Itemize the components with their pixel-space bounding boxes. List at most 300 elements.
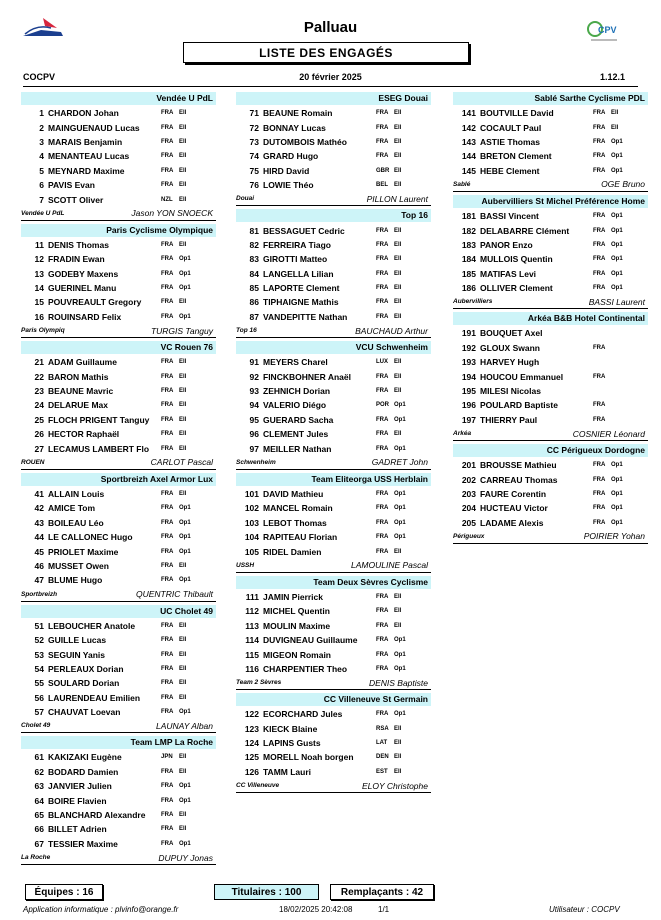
rider-nationality: FRA	[161, 637, 174, 644]
rider-row	[236, 647, 431, 661]
team-footer	[21, 456, 216, 470]
rider-name: SCOTT Oliver	[48, 194, 104, 205]
rider-name: GUILLE Lucas	[48, 635, 107, 646]
rider-number: 64	[34, 795, 44, 806]
rider-name: JANVIER Julien	[48, 781, 112, 792]
rider-list	[236, 105, 431, 192]
column-right	[453, 92, 648, 547]
rider-category: Op1	[611, 256, 623, 263]
rider-category: Ell	[179, 299, 187, 306]
rider-number: 16	[34, 311, 44, 322]
rider-name: ADAM Guillaume	[48, 357, 117, 368]
rider-number: 43	[34, 517, 44, 528]
team-short-name: Douai	[236, 195, 255, 203]
rider-row	[21, 106, 216, 120]
rider-name: THIERRY Paul	[480, 414, 538, 425]
rider-nationality: FRA	[376, 665, 389, 672]
rider-number: 186	[461, 283, 476, 294]
rider-number: 26	[34, 429, 44, 440]
rider-name: RAPITEAU Florian	[263, 532, 338, 543]
rider-nationality: FRA	[376, 227, 389, 234]
rider-category: Ell	[394, 431, 402, 438]
rider-nationality: FRA	[376, 519, 389, 526]
rider-name: BOUTVILLE David	[480, 108, 554, 119]
rider-list	[236, 486, 431, 559]
rider-category: Ell	[611, 110, 619, 117]
rider-category: Op1	[394, 402, 406, 409]
team-block	[21, 92, 216, 221]
rider-nationality: FRA	[376, 313, 389, 320]
rider-name: BLANCHARD Alexandre	[48, 810, 146, 821]
rider-number: 91	[249, 357, 259, 368]
rider-row	[453, 369, 648, 383]
rider-number: 3	[39, 136, 44, 147]
rider-nationality: GBR	[376, 167, 390, 174]
rider-nationality: FRA	[161, 534, 174, 541]
rider-category: Ell	[179, 694, 187, 701]
rider-name: ZEHNICH Dorian	[263, 386, 331, 397]
starters-count: Titulaires : 100	[214, 884, 319, 900]
team-manager: OGE Bruno	[601, 179, 645, 190]
rider-row	[21, 676, 216, 690]
rider-nationality: FRA	[161, 505, 174, 512]
rider-name: HEBE Clement	[480, 165, 540, 176]
rider-row	[21, 530, 216, 544]
rider-row	[453, 355, 648, 369]
organizer: COCPV	[23, 72, 56, 82]
rider-nationality: FRA	[161, 182, 174, 189]
rider-list	[236, 589, 431, 676]
rider-name: BROUSSE Mathieu	[480, 460, 557, 471]
rider-row	[453, 238, 648, 252]
rider-nationality: FRA	[593, 462, 606, 469]
rider-list	[21, 237, 216, 324]
rider-row	[453, 413, 648, 427]
rider-nationality: FRA	[376, 241, 389, 248]
rider-row	[236, 662, 431, 676]
team-block	[236, 693, 431, 793]
rider-category: Ell	[394, 622, 402, 629]
rider-name: MENANTEAU Lucas	[48, 151, 130, 162]
rider-nationality: FRA	[376, 431, 389, 438]
rider-name: MUSSET Owen	[48, 560, 109, 571]
rider-nationality: FRA	[376, 110, 389, 117]
rider-category: Op1	[394, 416, 406, 423]
rider-row	[21, 413, 216, 427]
rider-number: 201	[461, 460, 476, 471]
rider-name: HIRD David	[263, 165, 310, 176]
team-name: Team LMP La Roche	[21, 736, 216, 749]
rider-name: MATIFAS Levi	[480, 268, 537, 279]
rider-number: 12	[34, 254, 44, 265]
rider-name: DUVIGNEAU Guillaume	[263, 635, 358, 646]
rider-row	[21, 750, 216, 764]
rider-number: 111	[245, 591, 259, 602]
rider-number: 66	[34, 824, 44, 835]
team-short-name: Paris Olympiq	[21, 327, 65, 335]
rider-row	[236, 633, 431, 647]
rider-category: Ell	[179, 241, 187, 248]
column-left	[21, 92, 216, 868]
rider-row	[453, 384, 648, 398]
rider-nationality: FRA	[376, 491, 389, 497]
rider-number: 101	[244, 489, 259, 499]
rider-category: Ell	[394, 256, 402, 263]
rider-category: Op1	[611, 167, 623, 174]
rider-name: MEYNARD Maxime	[48, 165, 125, 176]
rider-category: Ell	[179, 637, 187, 644]
rider-category: Ell	[394, 740, 402, 747]
rider-name: CHAUVAT Loevan	[48, 707, 121, 718]
rider-number: 195	[461, 386, 476, 397]
rider-name: HUCTEAU Victor	[480, 503, 548, 514]
rider-number: 75	[249, 165, 259, 176]
rider-name: DENIS Thomas	[48, 239, 109, 250]
rider-number: 95	[249, 414, 259, 425]
team-short-name: CC Villeneuve	[236, 782, 280, 790]
rider-list	[21, 354, 216, 456]
rider-number: 4	[39, 151, 44, 162]
rider-category: Ell	[179, 402, 187, 409]
rider-row	[236, 295, 431, 309]
rider-list	[21, 749, 216, 851]
team-block	[236, 92, 431, 206]
team-name: Arkéa B&B Hotel Continental	[453, 312, 648, 325]
rider-nationality: FRA	[376, 416, 389, 423]
team-footer	[21, 588, 216, 602]
team-name: Team Deux Sèvres Cyclisme	[236, 576, 431, 589]
rider-number: 197	[461, 414, 476, 425]
rider-row	[453, 252, 648, 266]
rider-number: 7	[39, 194, 44, 205]
rider-row	[21, 779, 216, 793]
rider-name: JAMIN Pierrick	[263, 591, 323, 602]
rider-name: DELABARRE Clément	[480, 225, 570, 236]
rider-number: 41	[34, 489, 44, 499]
rider-row	[236, 120, 431, 134]
rider-category: Op1	[179, 840, 191, 847]
team-footer	[236, 676, 431, 690]
rider-row	[453, 267, 648, 281]
rider-category: Op1	[394, 534, 406, 541]
rider-category: Ell	[394, 285, 402, 292]
rider-row	[236, 722, 431, 736]
team-footer	[453, 178, 648, 192]
rider-number: 185	[461, 268, 476, 279]
rider-number: 44	[34, 532, 44, 543]
rider-nationality: FRA	[161, 138, 174, 145]
rider-name: VALERIO Diégo	[263, 400, 327, 411]
team-block	[453, 195, 648, 309]
team-block	[236, 473, 431, 573]
team-footer	[453, 530, 648, 544]
rider-name: GLOUX Swann	[480, 342, 540, 353]
rider-nationality: FRA	[593, 138, 606, 145]
rider-row	[21, 441, 216, 455]
team-short-name: USSH	[236, 561, 255, 569]
team-block	[21, 341, 216, 470]
event-date: 20 février 2025	[299, 72, 362, 82]
rider-row	[453, 135, 648, 149]
rider-nationality: FRA	[593, 491, 606, 497]
rider-category: Ell	[179, 622, 187, 629]
rider-row	[21, 178, 216, 192]
rider-nationality: FRA	[161, 445, 174, 452]
rider-nationality: FRA	[376, 548, 389, 555]
rider-name: LADAME Alexis	[480, 517, 544, 528]
rider-row	[236, 398, 431, 412]
rider-nationality: FRA	[593, 416, 606, 423]
rider-row	[21, 691, 216, 705]
rider-nationality: FRA	[593, 373, 606, 380]
rider-nationality: FRA	[161, 491, 174, 497]
rider-number: 1	[39, 108, 44, 119]
rider-number: 71	[249, 108, 259, 119]
rider-number: 183	[461, 239, 476, 250]
team-manager: DUPUY Jonas	[158, 852, 213, 863]
rider-nationality: FRA	[376, 285, 389, 292]
rider-category: Ell	[179, 153, 187, 160]
rider-name: BESSAGUET Cedric	[263, 225, 345, 236]
rider-row	[236, 765, 431, 779]
rider-number: 181	[461, 211, 476, 222]
rider-row	[21, 808, 216, 822]
rider-name: CARREAU Thomas	[480, 474, 558, 485]
rider-row	[453, 120, 648, 134]
rider-category: Op1	[611, 491, 623, 497]
rider-name: ROUINSARD Felix	[48, 311, 122, 322]
rider-row	[453, 472, 648, 486]
rider-number: 14	[34, 283, 44, 294]
rider-row	[453, 341, 648, 355]
rider-nationality: FRA	[161, 416, 174, 423]
rider-row	[21, 427, 216, 441]
teams-count: Équipes : 16	[25, 884, 103, 900]
rider-nationality: FRA	[376, 608, 389, 615]
rider-category: Ell	[394, 388, 402, 395]
rider-category: Ell	[179, 416, 187, 423]
rider-name: VANDEPITTE Nathan	[263, 311, 348, 322]
rider-category: Op1	[394, 491, 406, 497]
rider-name: FERREIRA Tiago	[263, 239, 332, 250]
rider-row	[236, 135, 431, 149]
rider-name: MULLOIS Quentin	[480, 254, 553, 265]
rider-nationality: FRA	[593, 402, 606, 409]
rider-name: LAPORTE Clement	[263, 283, 340, 294]
rider-name: GUERARD Sacha	[263, 414, 334, 425]
rider-category: Op1	[394, 519, 406, 526]
rider-category: Ell	[179, 167, 187, 174]
rider-number: 47	[34, 575, 44, 586]
rider-name: COCAULT Paul	[480, 122, 542, 133]
rider-row	[21, 793, 216, 807]
team-name: Paris Cyclisme Olympique	[21, 224, 216, 237]
rider-row	[21, 765, 216, 779]
rider-row	[21, 295, 216, 309]
rider-number: 105	[244, 546, 259, 557]
rider-row	[21, 135, 216, 149]
rider-name: POULARD Baptiste	[480, 400, 558, 411]
rider-category: Ell	[179, 182, 187, 189]
rider-number: 2	[39, 122, 44, 133]
rider-nationality: EST	[376, 768, 388, 775]
rider-number: 191	[461, 328, 476, 339]
rider-row	[236, 604, 431, 618]
team-block	[236, 209, 431, 338]
rider-name: LEBOT Thomas	[263, 517, 327, 528]
rider-number: 124	[244, 738, 259, 749]
rider-number: 141	[461, 108, 476, 119]
rider-number: 76	[249, 180, 259, 191]
rider-nationality: FRA	[376, 593, 389, 600]
rider-name: CLEMENT Jules	[263, 429, 329, 440]
rider-row	[453, 501, 648, 515]
rider-name: MANCEL Romain	[263, 503, 333, 514]
rider-row	[453, 149, 648, 163]
rider-row	[236, 707, 431, 721]
rider-category: Ell	[179, 124, 187, 131]
rider-nationality: RSA	[376, 725, 389, 732]
footer-page: 1/1	[378, 905, 390, 914]
rider-number: 205	[461, 517, 476, 528]
rider-number: 51	[34, 620, 44, 631]
rider-category: Ell	[179, 359, 187, 366]
rider-name: AMICE Tom	[48, 503, 96, 514]
rider-nationality: FRA	[376, 534, 389, 541]
rider-nationality: FRA	[161, 153, 174, 160]
rider-nationality: FRA	[593, 213, 606, 220]
rider-row	[236, 223, 431, 237]
team-footer	[21, 719, 216, 733]
rider-number: 15	[34, 297, 44, 308]
rider-nationality: FRA	[161, 388, 174, 395]
rider-row	[21, 559, 216, 573]
footer-app: Application informatique : plvinfo@orange.fr	[23, 905, 179, 914]
rider-name: MICHEL Quentin	[263, 606, 330, 617]
rider-nationality: FRA	[593, 167, 606, 174]
rider-category: Ell	[179, 491, 187, 497]
rider-row	[453, 487, 648, 501]
rider-nationality: FRA	[376, 637, 389, 644]
rider-row	[21, 544, 216, 558]
rider-number: 54	[34, 663, 44, 674]
team-manager: Jason YON SNOECK	[131, 208, 213, 219]
rider-name: OLLIVER Clement	[480, 283, 553, 294]
rider-category: Op1	[394, 651, 406, 658]
team-name: Aubervilliers St Michel Préférence Home	[453, 195, 648, 208]
rider-category: Ell	[394, 768, 402, 775]
rider-nationality: FRA	[161, 665, 174, 672]
rider-name: MORELL Noah borgen	[263, 752, 354, 763]
team-footer	[21, 324, 216, 338]
team-block	[21, 736, 216, 865]
rider-row	[453, 458, 648, 472]
team-short-name: Schwenheim	[236, 458, 276, 466]
rider-number: 25	[34, 414, 44, 425]
rider-name: ASTIE Thomas	[480, 136, 540, 147]
rider-number: 125	[244, 752, 259, 763]
rider-list	[236, 354, 431, 456]
rider-row	[21, 267, 216, 281]
rider-row	[453, 516, 648, 530]
rider-category: Ell	[394, 124, 402, 131]
rider-number: 194	[461, 371, 476, 382]
rider-nationality: FRA	[161, 694, 174, 701]
rider-category: Op1	[611, 153, 623, 160]
rider-number: 82	[249, 239, 259, 250]
rider-number: 83	[249, 254, 259, 265]
rider-row	[236, 413, 431, 427]
rider-nationality: FRA	[376, 153, 389, 160]
page-title: Palluau	[303, 19, 358, 36]
rider-name: MEYERS Charel	[263, 357, 328, 368]
team-block	[453, 92, 648, 192]
rider-nationality: JPN	[161, 754, 173, 761]
rider-row	[236, 252, 431, 266]
rider-name: PAVIS Evan	[48, 180, 95, 191]
rider-category: Ell	[179, 196, 187, 203]
rider-category: Op1	[394, 445, 406, 452]
rider-nationality: FRA	[593, 285, 606, 292]
team-name: UC Cholet 49	[21, 605, 216, 618]
rider-number: 85	[249, 283, 259, 294]
rider-row	[21, 501, 216, 515]
team-name: Team Eliteorga USS Herblain	[236, 473, 431, 486]
team-name: VCU Schwenheim	[236, 341, 431, 354]
team-block	[453, 444, 648, 544]
footer-datetime: 18/02/2025 20:42:08	[279, 905, 353, 914]
rider-number: 86	[249, 297, 259, 308]
rider-list	[21, 105, 216, 207]
rider-number: 93	[249, 386, 259, 397]
rider-nationality: FRA	[593, 519, 606, 526]
rider-row	[21, 384, 216, 398]
rider-name: BLUME Hugo	[48, 575, 103, 586]
team-manager: QUENTRIC Thibault	[136, 589, 213, 600]
rider-row	[453, 164, 648, 178]
rider-row	[21, 120, 216, 134]
team-manager: GADRET John	[371, 457, 428, 468]
team-manager: POIRIER Yohan	[583, 531, 645, 542]
rider-row	[453, 326, 648, 340]
rider-number: 92	[249, 371, 259, 382]
rider-category: Ell	[179, 562, 187, 569]
rider-row	[236, 238, 431, 252]
rider-category: Op1	[179, 783, 191, 790]
team-footer	[236, 324, 431, 338]
team-manager: COSNIER Léonard	[572, 428, 645, 439]
rider-category: Ell	[394, 153, 402, 160]
rider-name: BEAUNE Mavric	[48, 386, 114, 397]
rider-category: Ell	[394, 227, 402, 234]
rider-list	[453, 457, 648, 530]
rider-category: Op1	[179, 256, 191, 263]
rider-number: 65	[34, 810, 44, 821]
rider-category: Ell	[394, 373, 402, 380]
rider-category: Op1	[179, 505, 191, 512]
rider-name: FRADIN Ewan	[48, 254, 105, 265]
rider-row	[236, 310, 431, 324]
rider-name: LE CALLONEC Hugo	[48, 532, 133, 543]
rider-name: MILESI Nicolas	[480, 386, 541, 397]
team-footer	[21, 851, 216, 865]
rider-nationality: POR	[376, 402, 390, 409]
rider-category: Op1	[611, 138, 623, 145]
rider-number: 23	[34, 386, 44, 397]
rider-name: TIPHAIGNE Mathis	[263, 297, 339, 308]
rider-category: Op1	[394, 665, 406, 672]
team-footer	[236, 456, 431, 470]
